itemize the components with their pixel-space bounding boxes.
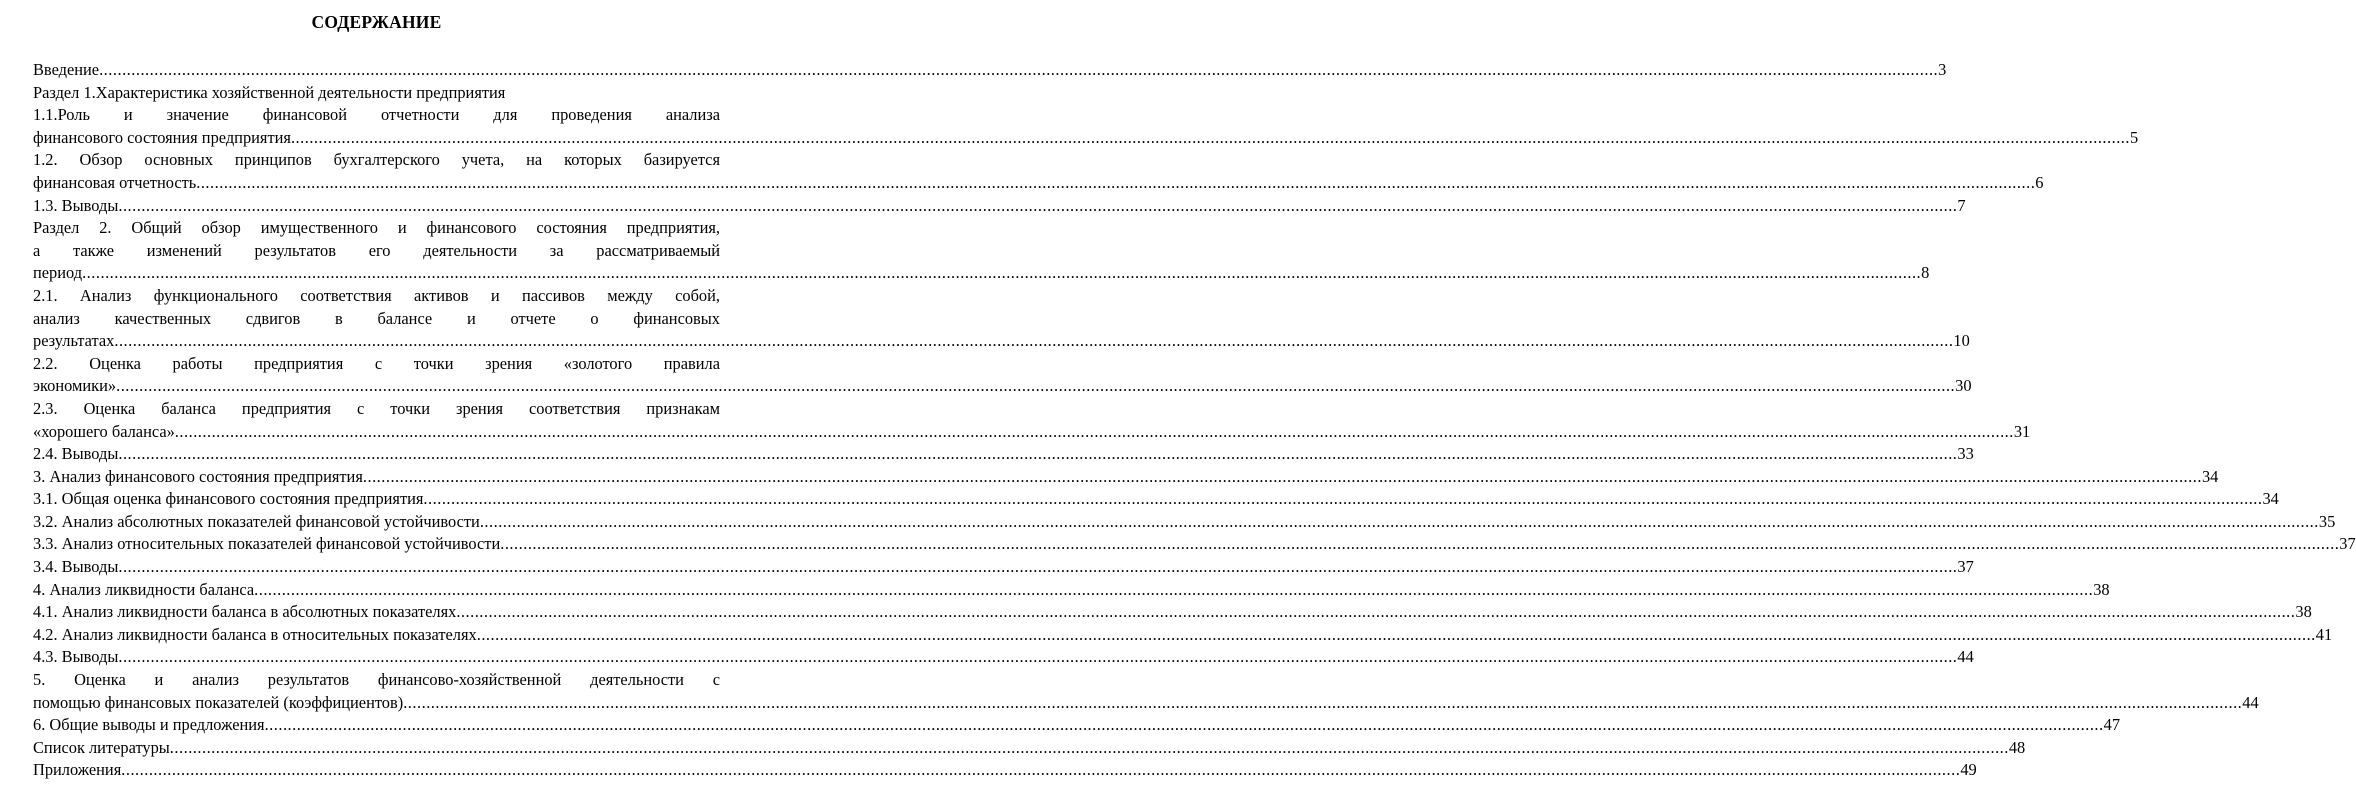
toc-entry: [33, 353, 1972, 398]
page-number: 44: [2242, 692, 2259, 712]
dot-leader: ................................................................................................................................................................................................................................................................................................................................................................................................................: [500, 534, 2340, 554]
toc-entry-text: 3.2. Анализ абсолютных показателей финансовой устойчивости: [33, 511, 480, 531]
toc-entry-text: 1.3. Выводы: [33, 195, 119, 215]
toc-entry-final-line: [33, 511, 2336, 534]
toc-entry-text: помощью финансовых показателей (коэффициентов): [33, 692, 404, 712]
toc-entry-final-line: [33, 421, 2031, 444]
page-number: 30: [1955, 376, 1972, 396]
dot-leader: ................................................................................................................................................................................................................................................................................................................................................................................................................: [118, 557, 1958, 577]
toc-entry-final-line: [33, 556, 1974, 579]
toc-entry: [33, 714, 2121, 737]
dot-leader: ................................................................................................................................................................................................................................................................................................................................................................................................................: [456, 602, 2296, 622]
toc-entry: [33, 398, 2031, 443]
toc-entry-line: 2.1. Анализ функционального соответствия активов и пассивов между собой,: [33, 285, 720, 305]
dot-leader: ................................................................................................................................................................................................................................................................................................................................................................................................................: [121, 760, 1961, 780]
page-title: СОДЕРЖАНИЕ: [311, 12, 442, 32]
dot-leader: ................................................................................................................................................................................................................................................................................................................................................................................................................: [196, 172, 2036, 192]
toc-entry: [33, 59, 1947, 82]
toc-entry: [33, 195, 1966, 218]
dot-leader: ................................................................................................................................................................................................................................................................................................................................................................................................................: [254, 579, 2094, 599]
toc-entry-line: анализ качественных сдвигов в балансе и отчете о финансовых: [33, 308, 720, 328]
toc-entry-text: 2.4. Выводы: [33, 444, 119, 464]
toc-entry-text: 6. Общие выводы и предложения: [33, 715, 265, 735]
table-of-contents: [33, 59, 2356, 782]
dot-leader: ................................................................................................................................................................................................................................................................................................................................................................................................................: [118, 444, 1958, 464]
toc-entry: [33, 149, 2044, 194]
toc-entry: [33, 217, 1930, 285]
toc-entry: [33, 624, 2333, 647]
toc-entry-text: Введение: [33, 60, 100, 79]
toc-entry-final-line: [33, 737, 2026, 760]
toc-entry-final-line: [33, 195, 1966, 218]
toc-entry-line: а также изменений результатов его деятельности за рассматриваемый: [33, 240, 720, 260]
toc-entry: [33, 82, 720, 105]
toc-entry-final-line: [33, 262, 1930, 285]
toc-entry-line: Раздел 2. Общий обзор имущественного и финансового состояния предприятия,: [33, 218, 720, 238]
toc-entry: [33, 646, 1974, 669]
toc-entry-line: 5. Оценка и анализ результатов финансово-хозяйственной деятельности с: [33, 670, 720, 690]
toc-entry-final-line: [33, 466, 2219, 489]
page-number: 38: [2295, 602, 2312, 622]
dot-leader: ................................................................................................................................................................................................................................................................................................................................................................................................................: [476, 624, 2316, 644]
page-number: 10: [1953, 331, 1970, 351]
page-number: 47: [2103, 715, 2121, 735]
page-number: 3: [1938, 60, 1947, 79]
dot-leader: ................................................................................................................................................................................................................................................................................................................................................................................................................: [423, 489, 2263, 509]
toc-entry: [33, 443, 1974, 466]
toc-entry: [33, 466, 2219, 489]
toc-entry: [33, 556, 1974, 579]
page-number: 41: [2315, 624, 2333, 644]
toc-entry: [33, 285, 1970, 353]
toc-entry-line: 2.2. Оценка работы предприятия с точки зрения «золотого правила: [33, 353, 720, 373]
page-number: 38: [2093, 579, 2110, 599]
toc-entry-line: 2.3. Оценка баланса предприятия с точки зрения соответствия признакам: [33, 398, 720, 418]
toc-entry-final-line: [33, 375, 1972, 398]
page-number: 34: [2201, 466, 2219, 486]
dot-leader: ................................................................................................................................................................................................................................................................................................................................................................................................................: [403, 692, 2243, 712]
page-number: 8: [1921, 263, 1930, 283]
toc-entry-text: финансовая отчетность: [33, 172, 197, 192]
page-number: 37: [1957, 557, 1974, 577]
toc-entry-text: период: [33, 263, 83, 283]
toc-entry: [33, 511, 2336, 534]
dot-leader: ................................................................................................................................................................................................................................................................................................................................................................................................................: [362, 466, 2202, 486]
toc-entry-final-line: [33, 443, 1974, 466]
toc-entry-text: 3.1. Общая оценка финансового состояния предприятия: [33, 489, 424, 509]
toc-entry-final-line: [33, 59, 1947, 82]
toc-entry-text: 3.3. Анализ относительных показателей финансовой устойчивости: [33, 534, 501, 554]
page-number: 44: [1957, 647, 1974, 667]
toc-entry-text: 4.2. Анализ ликвидности баланса в относительных показателях: [33, 624, 477, 644]
toc-entry-text: финансового состояния предприятия: [33, 127, 291, 147]
dot-leader: ................................................................................................................................................................................................................................................................................................................................................................................................................: [118, 195, 1958, 215]
toc-entry-final-line: [33, 646, 1974, 669]
page-number: 35: [2318, 511, 2336, 531]
toc-entry-line: 1.2. Обзор основных принципов бухгалтерского учета, на которых базируется: [33, 150, 720, 170]
toc-entry: [33, 533, 2356, 556]
toc-entry-final-line: [33, 692, 2259, 715]
toc-entry-final-line: [33, 330, 1970, 353]
toc-entry: [33, 669, 2259, 714]
dot-leader: ................................................................................................................................................................................................................................................................................................................................................................................................................: [479, 511, 2319, 531]
toc-entry: [33, 104, 2139, 149]
toc-entry-text: «хорошего баланса»: [33, 421, 175, 441]
dot-leader: ................................................................................................................................................................................................................................................................................................................................................................................................................: [114, 331, 1954, 351]
dot-leader: ................................................................................................................................................................................................................................................................................................................................................................................................................: [174, 421, 2014, 441]
page-number: 33: [1957, 444, 1974, 464]
toc-entry-final-line: [33, 601, 2312, 624]
page-number: 31: [2013, 421, 2031, 441]
page-number: 5: [2130, 127, 2139, 147]
dot-leader: ................................................................................................................................................................................................................................................................................................................................................................................................................: [169, 737, 2009, 757]
toc-entry-final-line: [33, 714, 2121, 737]
dot-leader: ................................................................................................................................................................................................................................................................................................................................................................................................................: [82, 263, 1922, 283]
toc-entry-text: 4.3. Выводы: [33, 647, 119, 667]
toc-entry-text: результатах: [33, 331, 115, 351]
toc-section-heading: Раздел 1.Характеристика хозяйственной деятельности предприятия: [33, 82, 506, 102]
toc-entry-text: Список литературы: [33, 737, 170, 757]
toc-entry-final-line: [33, 172, 2044, 195]
dot-leader: ................................................................................................................................................................................................................................................................................................................................................................................................................: [99, 60, 1939, 79]
toc-entry-final-line: [33, 759, 1977, 782]
page-number: 34: [2262, 489, 2279, 509]
toc-entry-final-line: [33, 624, 2333, 647]
toc-entry-final-line: [33, 488, 2279, 511]
page-number: 37: [2339, 534, 2356, 554]
toc-entry: [33, 759, 1977, 782]
dot-leader: ................................................................................................................................................................................................................................................................................................................................................................................................................: [264, 715, 2104, 735]
page-number: 48: [2008, 737, 2026, 757]
toc-entry-text: 3.4. Выводы: [33, 557, 119, 577]
toc-entry-text: 4. Анализ ликвидности баланса: [33, 579, 255, 599]
dot-leader: ................................................................................................................................................................................................................................................................................................................................................................................................................: [116, 376, 1956, 396]
toc-entry: [33, 488, 2279, 511]
toc-entry-text: 3. Анализ финансового состояния предприятия: [33, 466, 363, 486]
toc-entry-line: 1.1.Роль и значение финансовой отчетности для проведения анализа: [33, 105, 720, 125]
toc-entry: [33, 579, 2110, 602]
toc-entry-text: Приложения: [33, 760, 122, 780]
page-number: 7: [1957, 195, 1966, 215]
dot-leader: ................................................................................................................................................................................................................................................................................................................................................................................................................: [118, 647, 1958, 667]
dot-leader: ................................................................................................................................................................................................................................................................................................................................................................................................................: [290, 127, 2130, 147]
page-number: 6: [2035, 172, 2044, 192]
toc-entry-final-line: [33, 579, 2110, 602]
toc-entry-final-line: [33, 127, 2139, 150]
toc-entry-text: 4.1. Анализ ликвидности баланса в абсолютных показателях: [33, 602, 457, 622]
page-number: 49: [1960, 760, 1977, 780]
toc-entry-final-line: [33, 533, 2356, 556]
toc-entry-text: экономики»: [33, 376, 117, 396]
toc-entry: [33, 601, 2312, 624]
toc-entry: [33, 737, 2026, 760]
